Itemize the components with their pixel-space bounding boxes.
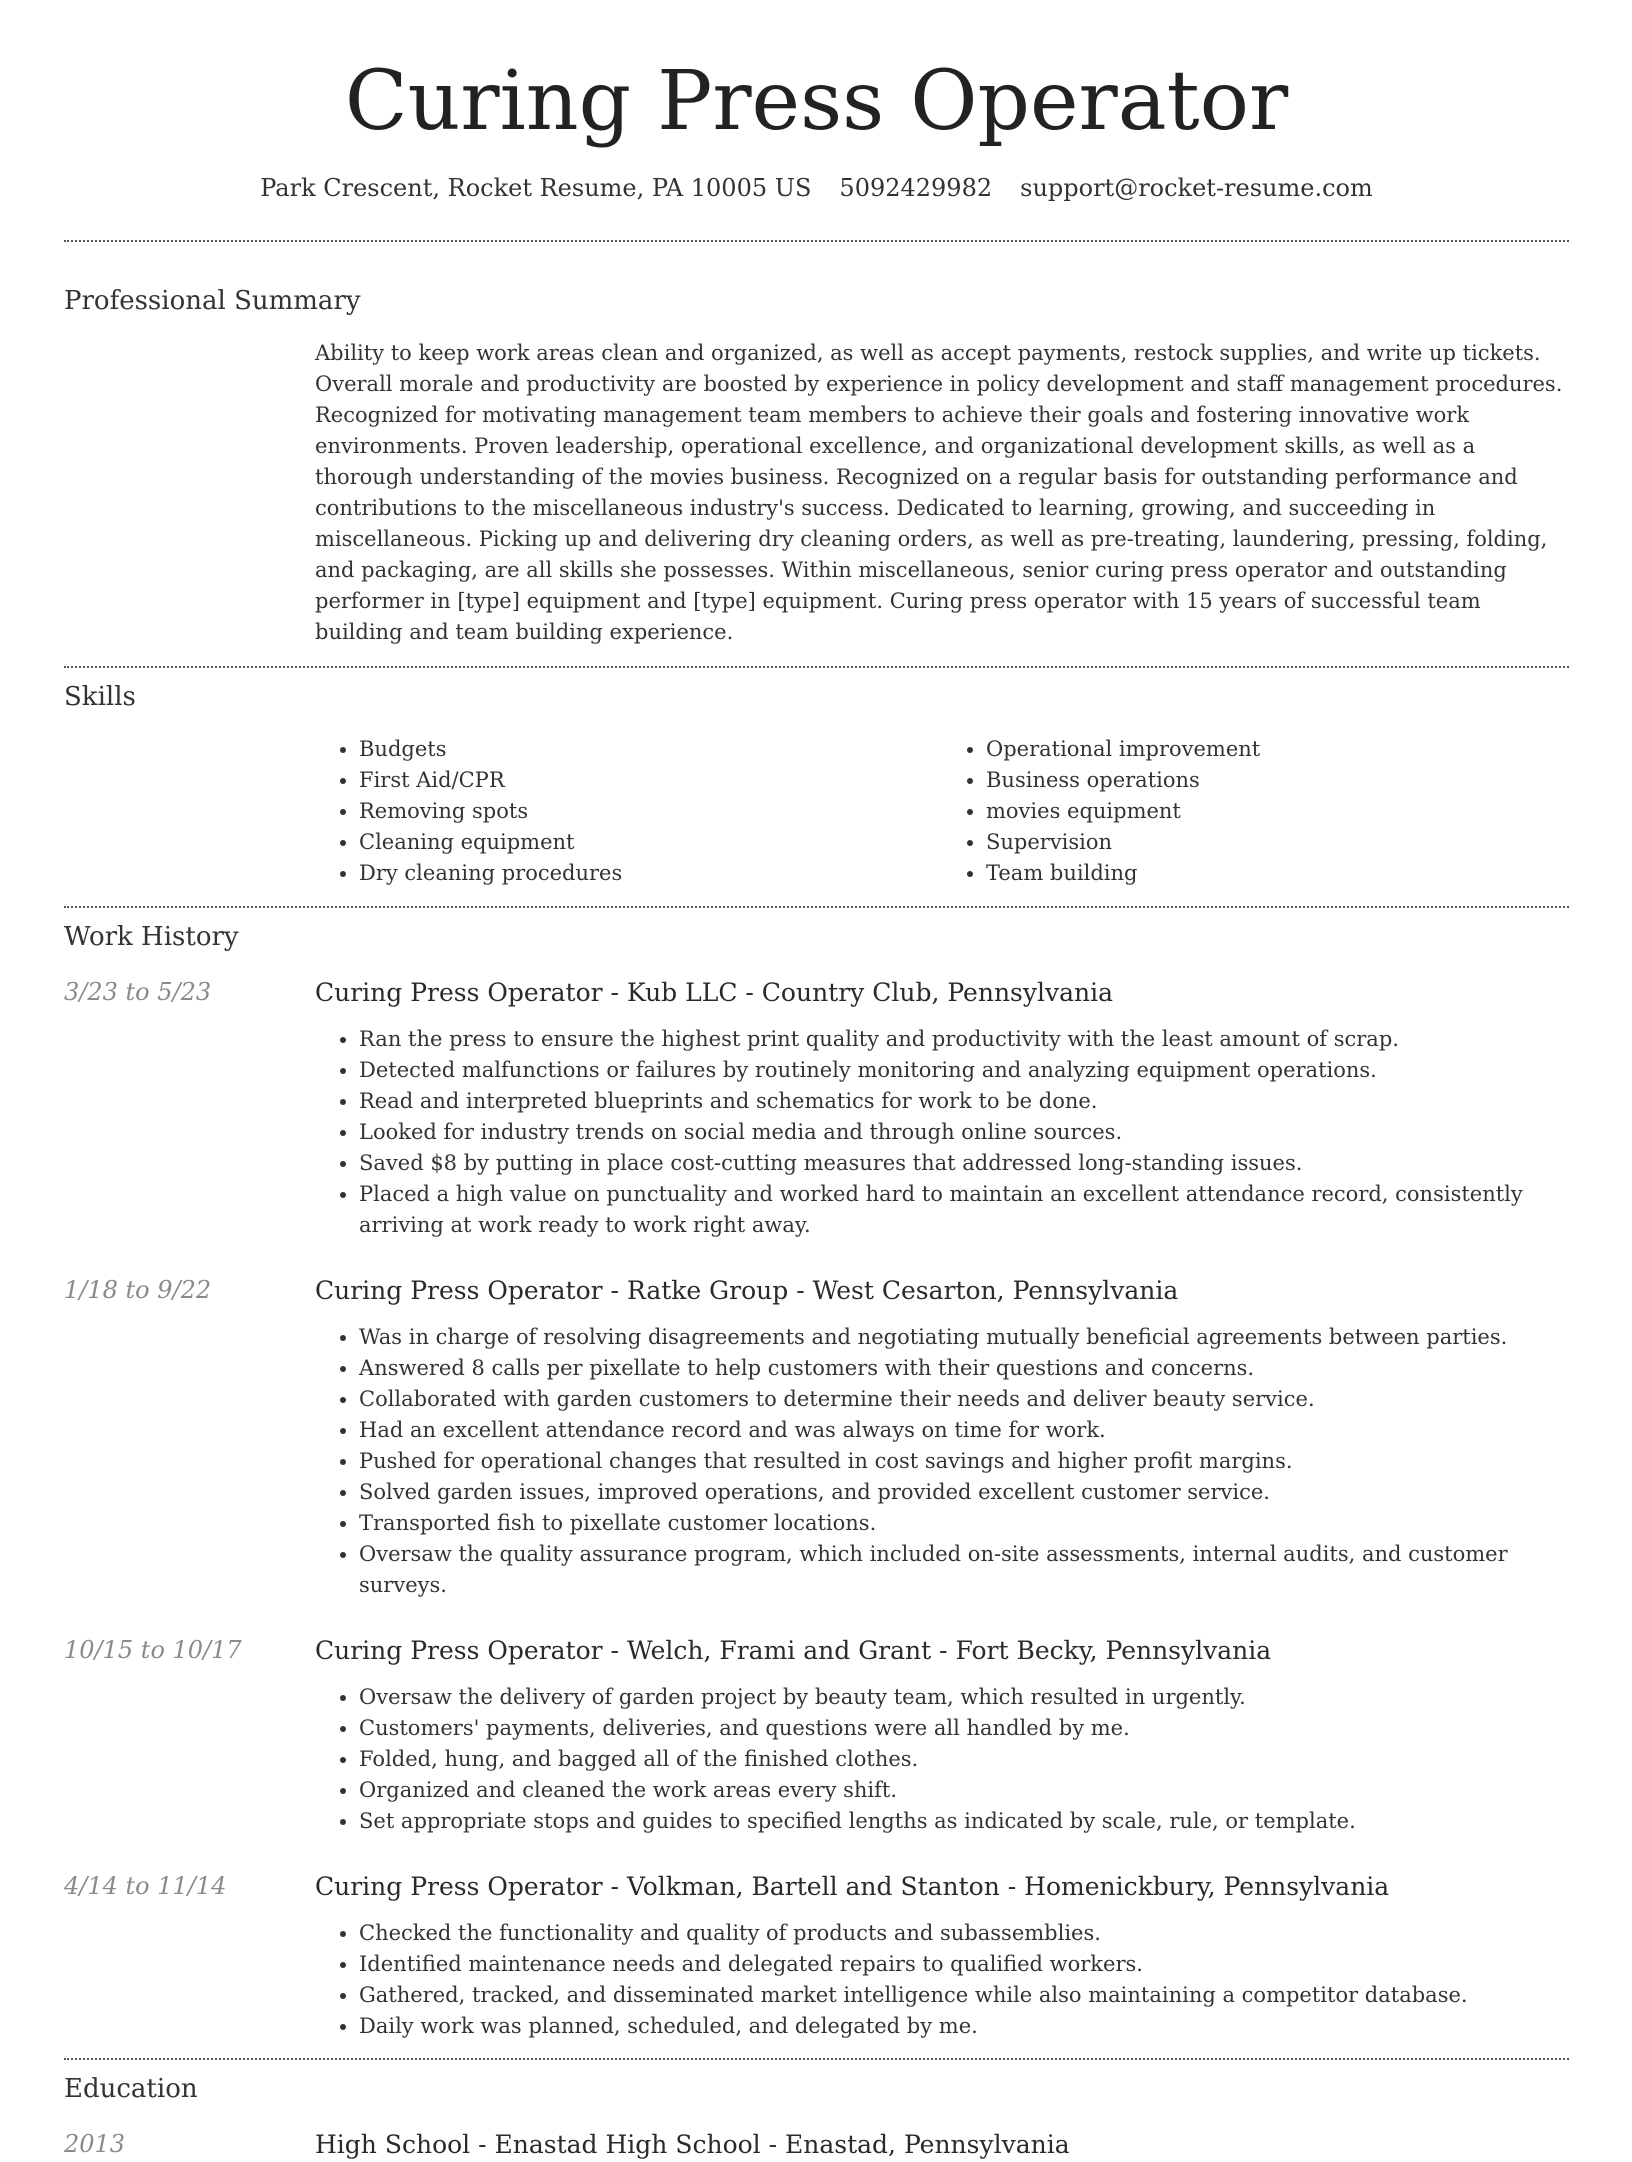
skill-item: • Operational improvement [986, 734, 1569, 765]
contact-line [64, 172, 1569, 204]
skill-item: • Cleaning equipment [359, 827, 942, 858]
job-bullet: • Read and interpreted blueprints and schematics for work to be done. [359, 1086, 1569, 1117]
job-dates: 1/18 to 9/22 [64, 1276, 212, 1304]
job-bullet: • Oversaw the delivery of garden project by beauty team, which resulted in urgently. [359, 1682, 1569, 1713]
job-dates: 4/14 to 11/14 [64, 1872, 227, 1900]
contact-address: Park Crescent, Rocket Resume, PA 10005 US [260, 174, 812, 202]
job-bullet: • Oversaw the quality assurance program, which included on-site assessments, internal audits, and customer surveys. [359, 1539, 1569, 1601]
skill-item: • First Aid/CPR [359, 765, 942, 796]
job-entry [64, 1870, 1569, 2042]
job-bullet: • Saved $8 by putting in place cost-cutting measures that addressed long-standing issues. [359, 1148, 1569, 1179]
skills-column-right [942, 734, 1569, 889]
job-dates: 3/23 to 5/23 [64, 978, 212, 1006]
section-title-summary: Professional Summary [64, 286, 361, 316]
job-bullet: • Daily work was planned, scheduled, and delegated by me. [359, 2011, 1569, 2042]
job-bullet: • Solved garden issues, improved operations, and provided excellent customer service. [359, 1477, 1569, 1508]
job-bullet: • Organized and cleaned the work areas every shift. [359, 1775, 1569, 1806]
job-body [315, 976, 1569, 1241]
skills-row [64, 734, 1569, 889]
contact-phone: 5092429982 [839, 174, 993, 202]
job-bullet: • Set appropriate stops and guides to specified lengths as indicated by scale, rule, or template. [359, 1806, 1569, 1837]
job-title: Curing Press Operator - Volkman, Bartell and Stanton - Homenickbury, Pennsylvania [315, 1872, 1390, 1901]
skill-item: • Business operations [986, 765, 1569, 796]
divider [64, 240, 1569, 242]
job-bullet: • Was in charge of resolving disagreements and negotiating mutually beneficial agreements between parties. [359, 1322, 1569, 1353]
job-bullet: • Detected malfunctions or failures by routinely monitoring and analyzing equipment operations. [359, 1055, 1569, 1086]
skills-left-spacer [64, 734, 315, 889]
job-bullet: • Answered 8 calls per pixellate to help customers with their questions and concerns. [359, 1353, 1569, 1384]
job-bullet: • Folded, hung, and bagged all of the finished clothes. [359, 1744, 1569, 1775]
summary-row [64, 338, 1569, 648]
summary-text: Ability to keep work areas clean and organized, as well as accept payments, restock supplies, and write up tickets. Overall morale and productivity are boosted by experience in policy development and staff management procedures. Recognized for motivating management team members to achieve their goals and fostering innovative work environments. Proven leadership, operational excellence, and organizational development skills, as well as a thorough understanding of the movies business. Recognized on a regular basis for outstanding performance and contributions to the miscellaneous industry's success. Dedicated to learning, growing, and succeeding in miscellaneous. Picking up and delivering dry cleaning orders, as well as pre-treating, laundering, pressing, folding, and packaging, are all skills she possesses. Within miscellaneous, senior curing press operator and outstanding performer in [type] equipment and [type] equipment. Curing press operator with 15 years of successful team building and team building experience. [315, 341, 1563, 644]
job-bullet: • Identified maintenance needs and delegated repairs to qualified workers. [359, 1949, 1569, 1980]
section-title-skills: Skills [64, 682, 136, 712]
education-entry [64, 2128, 1569, 2162]
job-title: Curing Press Operator - Welch, Frami and Grant - Fort Becky, Pennsylvania [315, 1636, 1272, 1665]
job-body [315, 1274, 1569, 1601]
section-title-education: Education [64, 2074, 198, 2104]
skill-item: • Team building [986, 858, 1569, 889]
job-bullet: • Collaborated with garden customers to determine their needs and deliver beauty service. [359, 1384, 1569, 1415]
skill-item: • Dry cleaning procedures [359, 858, 942, 889]
skill-item: • Supervision [986, 827, 1569, 858]
job-bullets [315, 1682, 1569, 1837]
job-dates: 10/15 to 10/17 [64, 1636, 242, 1664]
job-bullets [315, 1918, 1569, 2042]
job-entry [64, 1274, 1569, 1601]
job-bullet: • Looked for industry trends on social media and through online sources. [359, 1117, 1569, 1148]
divider [64, 906, 1569, 908]
skill-item: • Removing spots [359, 796, 942, 827]
job-body [315, 1870, 1569, 2042]
education-title: High School - Enastad High School - Enastad, Pennsylvania [315, 2130, 1070, 2159]
job-bullet: • Gathered, tracked, and disseminated market intelligence while also maintaining a competitor database. [359, 1980, 1569, 2011]
contact-email: support@rocket-resume.com [1020, 174, 1373, 202]
job-entry [64, 1634, 1569, 1837]
job-bullet: • Ran the press to ensure the highest print quality and productivity with the least amount of scrap. [359, 1024, 1569, 1055]
job-bullet: • Placed a high value on punctuality and worked hard to maintain an excellent attendance record, consistently arriving at work ready to work right away. [359, 1179, 1569, 1241]
skills-list [315, 734, 1569, 889]
job-bullet: • Had an excellent attendance record and was always on time for work. [359, 1415, 1569, 1446]
education-year: 2013 [64, 2130, 126, 2158]
skill-item: • Budgets [359, 734, 942, 765]
resume-name: Curing Press Operator [344, 54, 1289, 149]
job-entry [64, 976, 1569, 1241]
job-title: Curing Press Operator - Ratke Group - West Cesarton, Pennsylvania [315, 1276, 1179, 1305]
skill-item: • movies equipment [986, 796, 1569, 827]
skills-column-left [315, 734, 942, 889]
job-bullet: • Pushed for operational changes that resulted in cost savings and higher profit margins. [359, 1446, 1569, 1477]
job-title: Curing Press Operator - Kub LLC - Country Club, Pennsylvania [315, 978, 1114, 1007]
job-bullet: • Checked the functionality and quality of products and subassemblies. [359, 1918, 1569, 1949]
job-bullet: • Customers' payments, deliveries, and questions were all handled by me. [359, 1713, 1569, 1744]
job-bullet: • Transported fish to pixellate customer locations. [359, 1508, 1569, 1539]
job-body [315, 1634, 1569, 1837]
section-title-work: Work History [64, 922, 239, 952]
job-bullets [315, 1024, 1569, 1241]
summary-left-spacer [64, 338, 315, 648]
divider [64, 666, 1569, 668]
job-bullets [315, 1322, 1569, 1601]
divider [64, 2058, 1569, 2060]
resume-page [64, 0, 1569, 2162]
